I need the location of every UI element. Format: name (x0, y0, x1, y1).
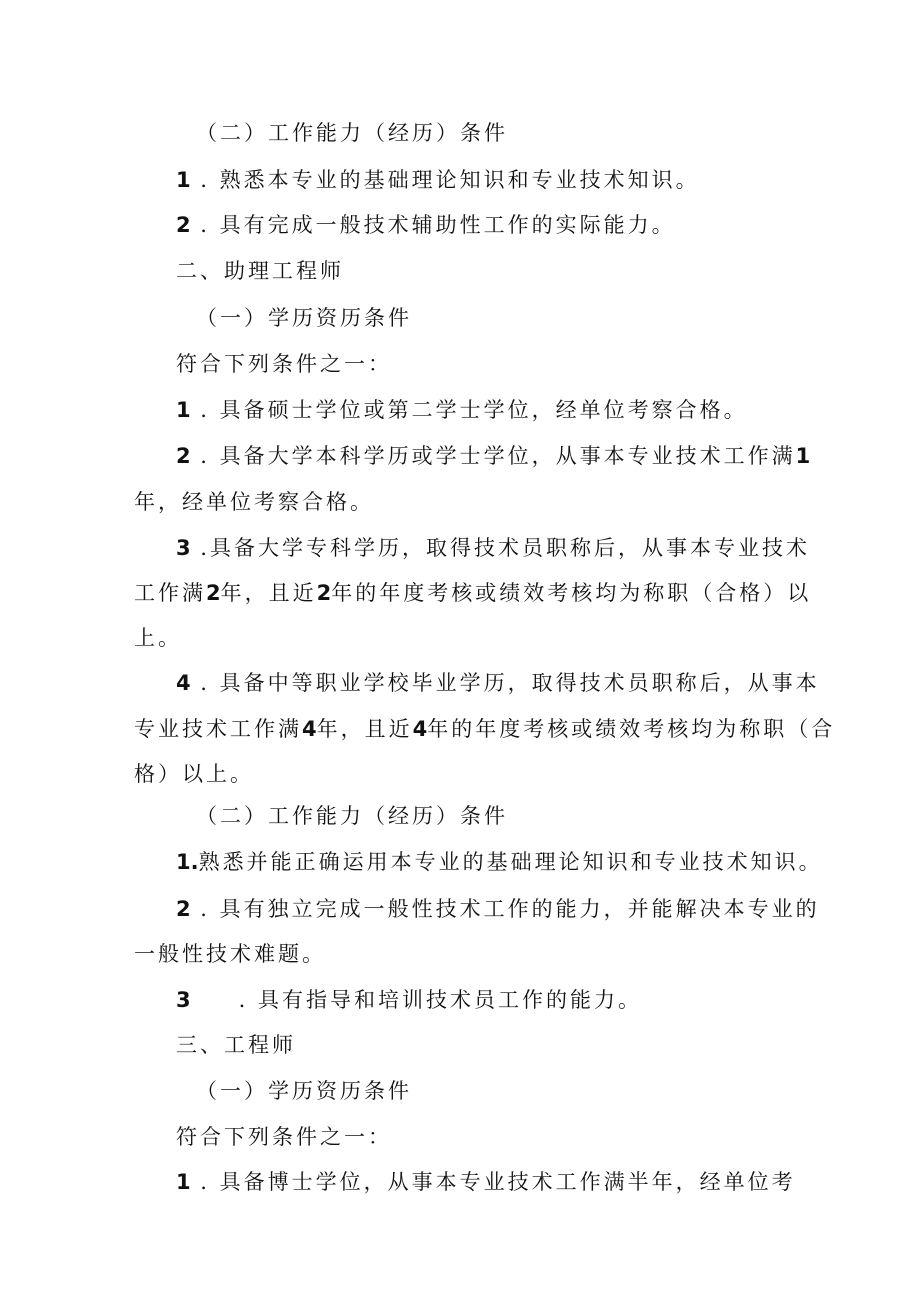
list-item (176, 1167, 796, 1197)
list-number: 3 (176, 988, 191, 1012)
list-number: 3 (176, 536, 191, 560)
paragraph: 符合下列条件之一： (176, 352, 392, 376)
list-number: 2 (176, 444, 191, 468)
list-item (176, 847, 823, 877)
list-text: . 具有完成一般技术辅助性工作的实际能力。 (190, 213, 676, 237)
text: 年，且近 (316, 717, 413, 741)
list-text: .具备大学专科学历，取得技术员职称后，从事本专业技术 (190, 536, 810, 560)
list-number: 1 (795, 444, 811, 468)
list-number: 1 (176, 1170, 191, 1194)
number: 2 (206, 581, 221, 605)
list-item (176, 533, 810, 563)
paragraph-continuation: 一般性技术难题。 (134, 942, 326, 966)
subsection-heading-work-ability: （二）工作能力（经历）条件 (196, 804, 508, 828)
paragraph-continuation (134, 578, 811, 608)
list-item (176, 894, 820, 924)
subsection-heading-education: （一）学历资历条件 (196, 306, 412, 330)
paragraph: 符合下列条件之一： (176, 1125, 392, 1149)
list-item (176, 210, 676, 240)
list-text: 熟悉并能正确运用本专业的基础理论知识和专业技术知识。 (198, 850, 823, 874)
list-text: . 具备博士学位，从事本专业技术工作满半年，经单位考 (190, 1170, 796, 1194)
subsection-heading-education: （一）学历资历条件 (196, 1079, 412, 1103)
paragraph-continuation: 上。 (134, 626, 182, 650)
subsection-heading-work-ability: （二）工作能力（经历）条件 (196, 121, 508, 145)
list-text: . 具有独立完成一般性技术工作的能力，并能解决本专业的 (190, 897, 820, 921)
paragraph-continuation: 年，经单位考察合格。 (134, 490, 374, 514)
list-text: . 具备中等职业学校毕业学历，取得技术员职称后，从事本 (190, 671, 820, 695)
list-number: 1 (176, 168, 191, 192)
text: 工作满 (134, 581, 206, 605)
list-item (176, 985, 642, 1015)
text: 年的年度考核或绩效考核均为称职（合 (427, 717, 836, 741)
list-text: . 熟悉本专业的基础理论知识和专业技术知识。 (190, 168, 700, 192)
list-number: 1. (176, 850, 199, 874)
list-number: 2 (176, 897, 191, 921)
section-heading-assistant-engineer: 二、助理工程师 (176, 259, 344, 283)
list-text: . 具有指导和培训技术员工作的能力。 (238, 988, 642, 1012)
text: 年的年度考核或绩效考核均为称职（合格）以 (331, 581, 812, 605)
list-number: 1 (176, 398, 191, 422)
list-item (176, 441, 810, 471)
list-item (176, 668, 820, 698)
number: 4 (412, 717, 428, 741)
list-item (176, 165, 700, 195)
list-text: . 具备大学本科学历或学士学位，从事本专业技术工作满 (190, 444, 796, 468)
number: 2 (316, 581, 332, 605)
number: 4 (302, 717, 317, 741)
list-item (176, 395, 748, 425)
section-heading-engineer: 三、工程师 (176, 1033, 296, 1057)
list-text: . 具备硕士学位或第二学士学位，经单位考察合格。 (190, 398, 748, 422)
paragraph-continuation (134, 714, 835, 744)
paragraph-continuation: 格）以上。 (134, 762, 254, 786)
list-number: 2 (176, 213, 191, 237)
list-number: 4 (176, 671, 191, 695)
text: 专业技术工作满 (134, 717, 302, 741)
text: 年，且近 (220, 581, 317, 605)
